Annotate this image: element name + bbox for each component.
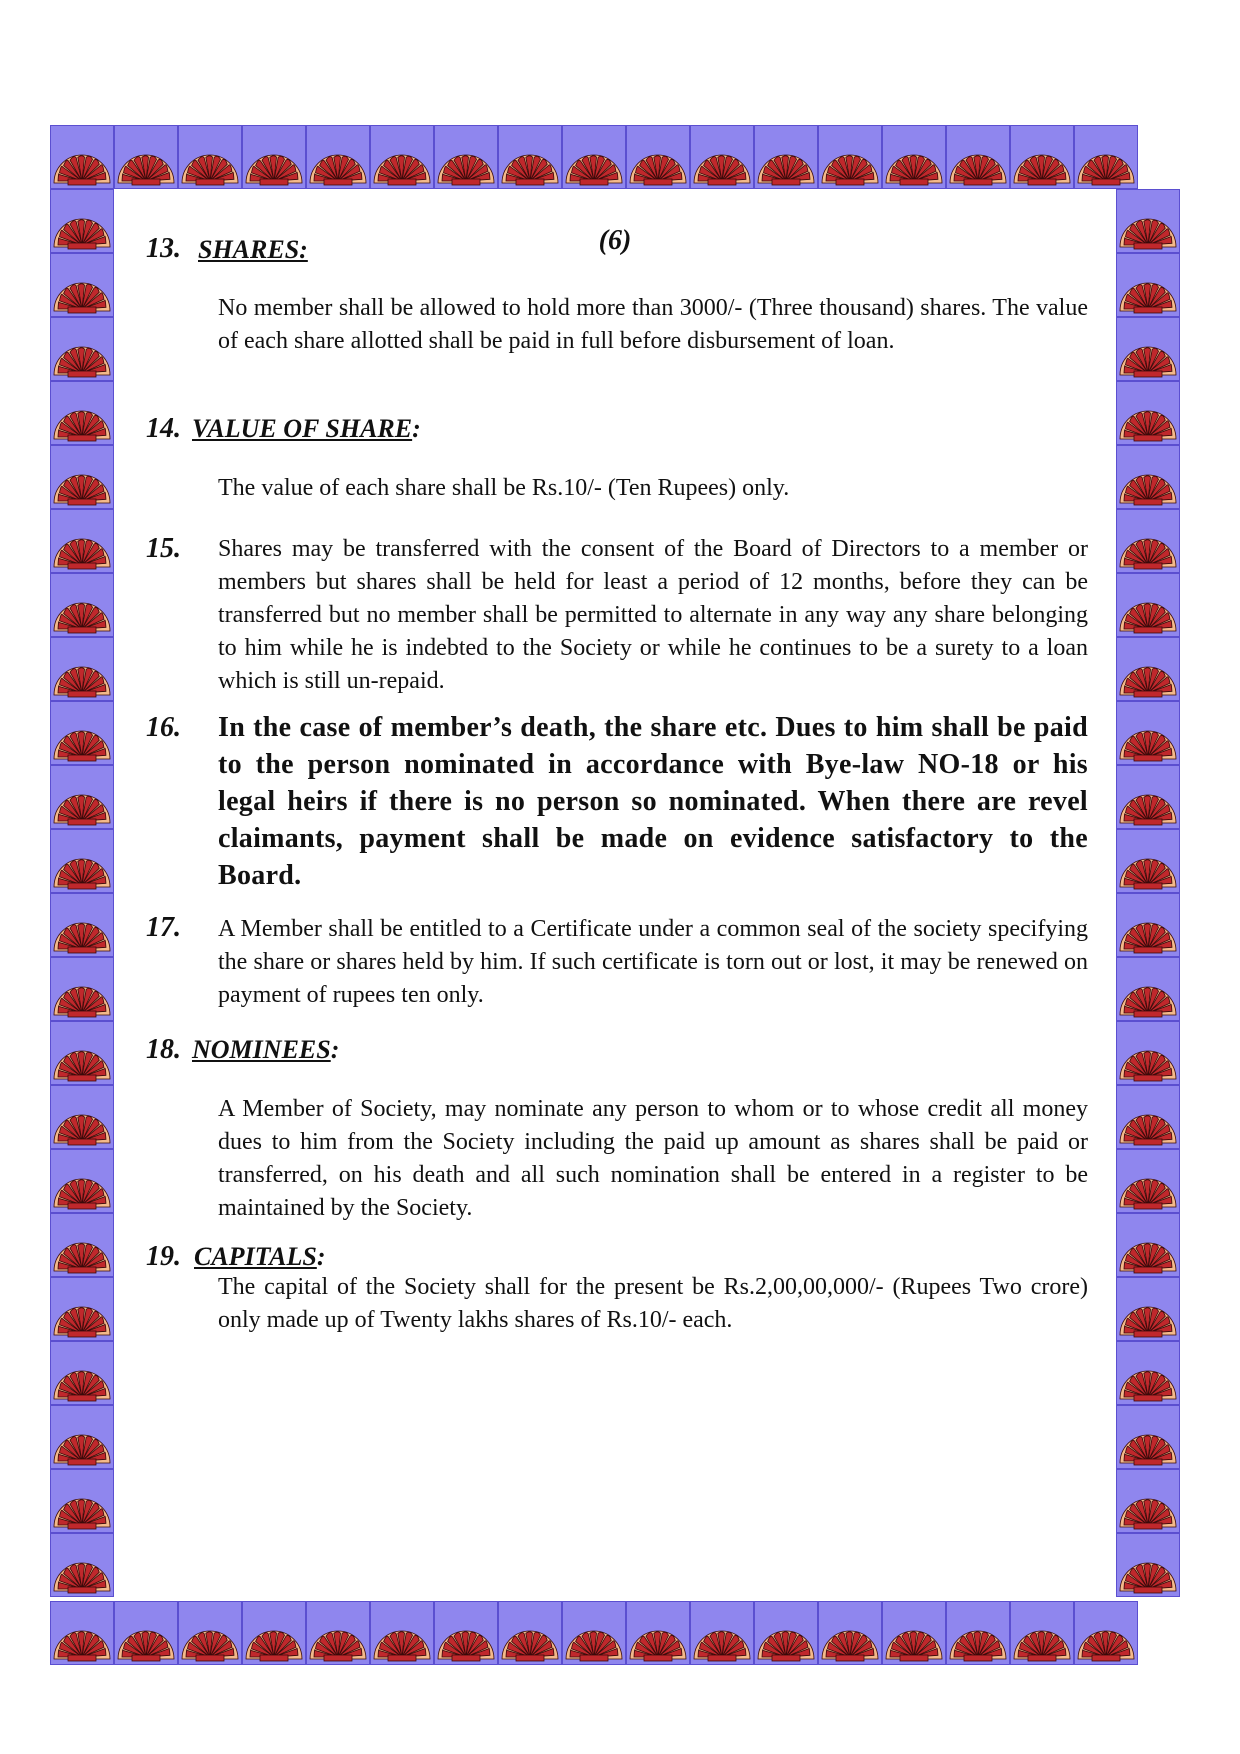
fan-ornament-icon xyxy=(1116,1213,1180,1277)
fan-ornament-icon xyxy=(50,1405,114,1469)
border-top xyxy=(50,125,1138,189)
fan-ornament-icon xyxy=(178,125,242,189)
clause-14-text: The value of each share shall be Rs.10/- (Ten Rupees) only. xyxy=(218,475,790,501)
fan-ornament-icon xyxy=(882,125,946,189)
fan-ornament-icon xyxy=(50,1085,114,1149)
fan-ornament-icon xyxy=(50,381,114,445)
fan-ornament-icon xyxy=(754,125,818,189)
fan-ornament-icon xyxy=(370,125,434,189)
fan-ornament-icon xyxy=(1116,381,1180,445)
fan-ornament-icon xyxy=(306,1601,370,1665)
fan-ornament-icon xyxy=(50,1469,114,1533)
fan-ornament-icon xyxy=(818,1601,882,1665)
fan-ornament-icon xyxy=(1116,765,1180,829)
fan-ornament-icon xyxy=(50,1277,114,1341)
fan-ornament-icon xyxy=(1116,1469,1180,1533)
fan-ornament-icon xyxy=(50,637,114,701)
fan-ornament-icon xyxy=(1116,1085,1180,1149)
document-page xyxy=(114,189,1116,1601)
fan-ornament-icon xyxy=(1116,637,1180,701)
fan-ornament-icon xyxy=(1116,573,1180,637)
clause-18-text: A Member of Society, may nominate any person to whom or to whose credit all money dues to him from the Society including the paid up amount as shares shall be paid or transferred, on his death and all such nomination shall be entered in a register to be maintained by the Society. xyxy=(218,1096,1088,1221)
fan-ornament-icon xyxy=(370,1601,434,1665)
fan-ornament-icon xyxy=(242,125,306,189)
fan-ornament-icon xyxy=(50,1341,114,1405)
clause-16-text: In the case of member’s death, the share etc. Dues to him shall be paid to the person nominated in accordance with Bye-law NO-18 or his legal heirs if there is no person so nominated. When there are revel claimants, payment shall be made on evidence satisfactory to the Board. xyxy=(218,712,1088,891)
fan-ornament-icon xyxy=(50,573,114,637)
clause-19-heading: CAPITALS: xyxy=(194,1242,326,1271)
fan-ornament-icon xyxy=(1116,1021,1180,1085)
fan-ornament-icon xyxy=(50,317,114,381)
clause-14-number: 14. xyxy=(146,413,181,444)
fan-ornament-icon xyxy=(1116,1405,1180,1469)
fan-ornament-icon xyxy=(50,765,114,829)
fan-ornament-icon xyxy=(50,1213,114,1277)
fan-ornament-icon xyxy=(1116,1149,1180,1213)
fan-ornament-icon xyxy=(114,1601,178,1665)
fan-ornament-icon xyxy=(1074,125,1138,189)
fan-ornament-icon xyxy=(50,1601,114,1665)
fan-ornament-icon xyxy=(50,125,114,189)
fan-ornament-icon xyxy=(50,701,114,765)
fan-ornament-icon xyxy=(818,125,882,189)
fan-ornament-icon xyxy=(1116,445,1180,509)
fan-ornament-icon xyxy=(690,1601,754,1665)
fan-ornament-icon xyxy=(1116,701,1180,765)
fan-ornament-icon xyxy=(1116,317,1180,381)
fan-ornament-icon xyxy=(754,1601,818,1665)
fan-ornament-icon xyxy=(946,1601,1010,1665)
page-number: (6) xyxy=(598,225,632,256)
clause-16-number: 16. xyxy=(146,712,181,743)
clause-14-heading: VALUE OF SHARE: xyxy=(192,414,421,443)
fan-ornament-icon xyxy=(434,1601,498,1665)
fan-ornament-icon xyxy=(1116,189,1180,253)
fan-ornament-icon xyxy=(50,1533,114,1597)
fan-ornament-icon xyxy=(498,1601,562,1665)
fan-ornament-icon xyxy=(50,253,114,317)
fan-ornament-icon xyxy=(178,1601,242,1665)
fan-ornament-icon xyxy=(114,125,178,189)
fan-ornament-icon xyxy=(1116,1277,1180,1341)
clause-19-text: The capital of the Society shall for the present be Rs.2,00,00,000/- (Rupees Two crore) only made up of Twenty lakhs shares of Rs.10/- each. xyxy=(218,1274,1088,1333)
fan-ornament-icon xyxy=(306,125,370,189)
clause-18-number: 18. xyxy=(146,1034,181,1065)
fan-ornament-icon xyxy=(242,1601,306,1665)
fan-ornament-icon xyxy=(50,829,114,893)
fan-ornament-icon xyxy=(498,125,562,189)
fan-ornament-icon xyxy=(946,125,1010,189)
fan-ornament-icon xyxy=(562,1601,626,1665)
clause-13-number: 13. xyxy=(146,233,181,264)
clause-17-text: A Member shall be entitled to a Certificate under a common seal of the society specifying the share or shares held by him. If such certificate is torn out or lost, it may be renewed on payment of rupees ten only. xyxy=(218,916,1088,1008)
fan-ornament-icon xyxy=(1010,1601,1074,1665)
border-left xyxy=(50,189,114,1597)
clause-19-number: 19. xyxy=(146,1241,181,1272)
fan-ornament-icon xyxy=(882,1601,946,1665)
fan-ornament-icon xyxy=(50,957,114,1021)
fan-ornament-icon xyxy=(690,125,754,189)
fan-ornament-icon xyxy=(1010,125,1074,189)
fan-ornament-icon xyxy=(1074,1601,1138,1665)
fan-ornament-icon xyxy=(562,125,626,189)
fan-ornament-icon xyxy=(50,1021,114,1085)
fan-ornament-icon xyxy=(1116,893,1180,957)
fan-ornament-icon xyxy=(1116,829,1180,893)
fan-ornament-icon xyxy=(626,125,690,189)
fan-ornament-icon xyxy=(50,189,114,253)
fan-ornament-icon xyxy=(434,125,498,189)
fan-ornament-icon xyxy=(50,509,114,573)
fan-ornament-icon xyxy=(1116,957,1180,1021)
fan-ornament-icon xyxy=(1116,1533,1180,1597)
border-right xyxy=(1116,189,1180,1597)
clause-15-text: Shares may be transferred with the consent of the Board of Directors to a member or members but shares shall be held for least a period of 12 months, before they can be transferred but no member shall be permitted to alternate in any way any share belonging to him while he is indebted to the Society or while he continues to be a surety to a loan which is still un-repaid. xyxy=(218,536,1088,694)
fan-ornament-icon xyxy=(1116,253,1180,317)
fan-ornament-icon xyxy=(626,1601,690,1665)
fan-ornament-icon xyxy=(50,445,114,509)
clause-17-number: 17. xyxy=(146,912,181,943)
fan-ornament-icon xyxy=(1116,509,1180,573)
fan-ornament-icon xyxy=(1116,1341,1180,1405)
clause-13-text: No member shall be allowed to hold more than 3000/- (Three thousand) shares. The value of each share allotted shall be paid in full before disbursement of loan. xyxy=(218,295,1088,354)
fan-ornament-icon xyxy=(50,893,114,957)
clause-18-heading: NOMINEES: xyxy=(192,1035,340,1064)
fan-ornament-icon xyxy=(50,1149,114,1213)
border-bottom xyxy=(50,1601,1138,1665)
clause-13-heading: SHARES: xyxy=(198,235,308,264)
clause-15-number: 15. xyxy=(146,533,181,564)
